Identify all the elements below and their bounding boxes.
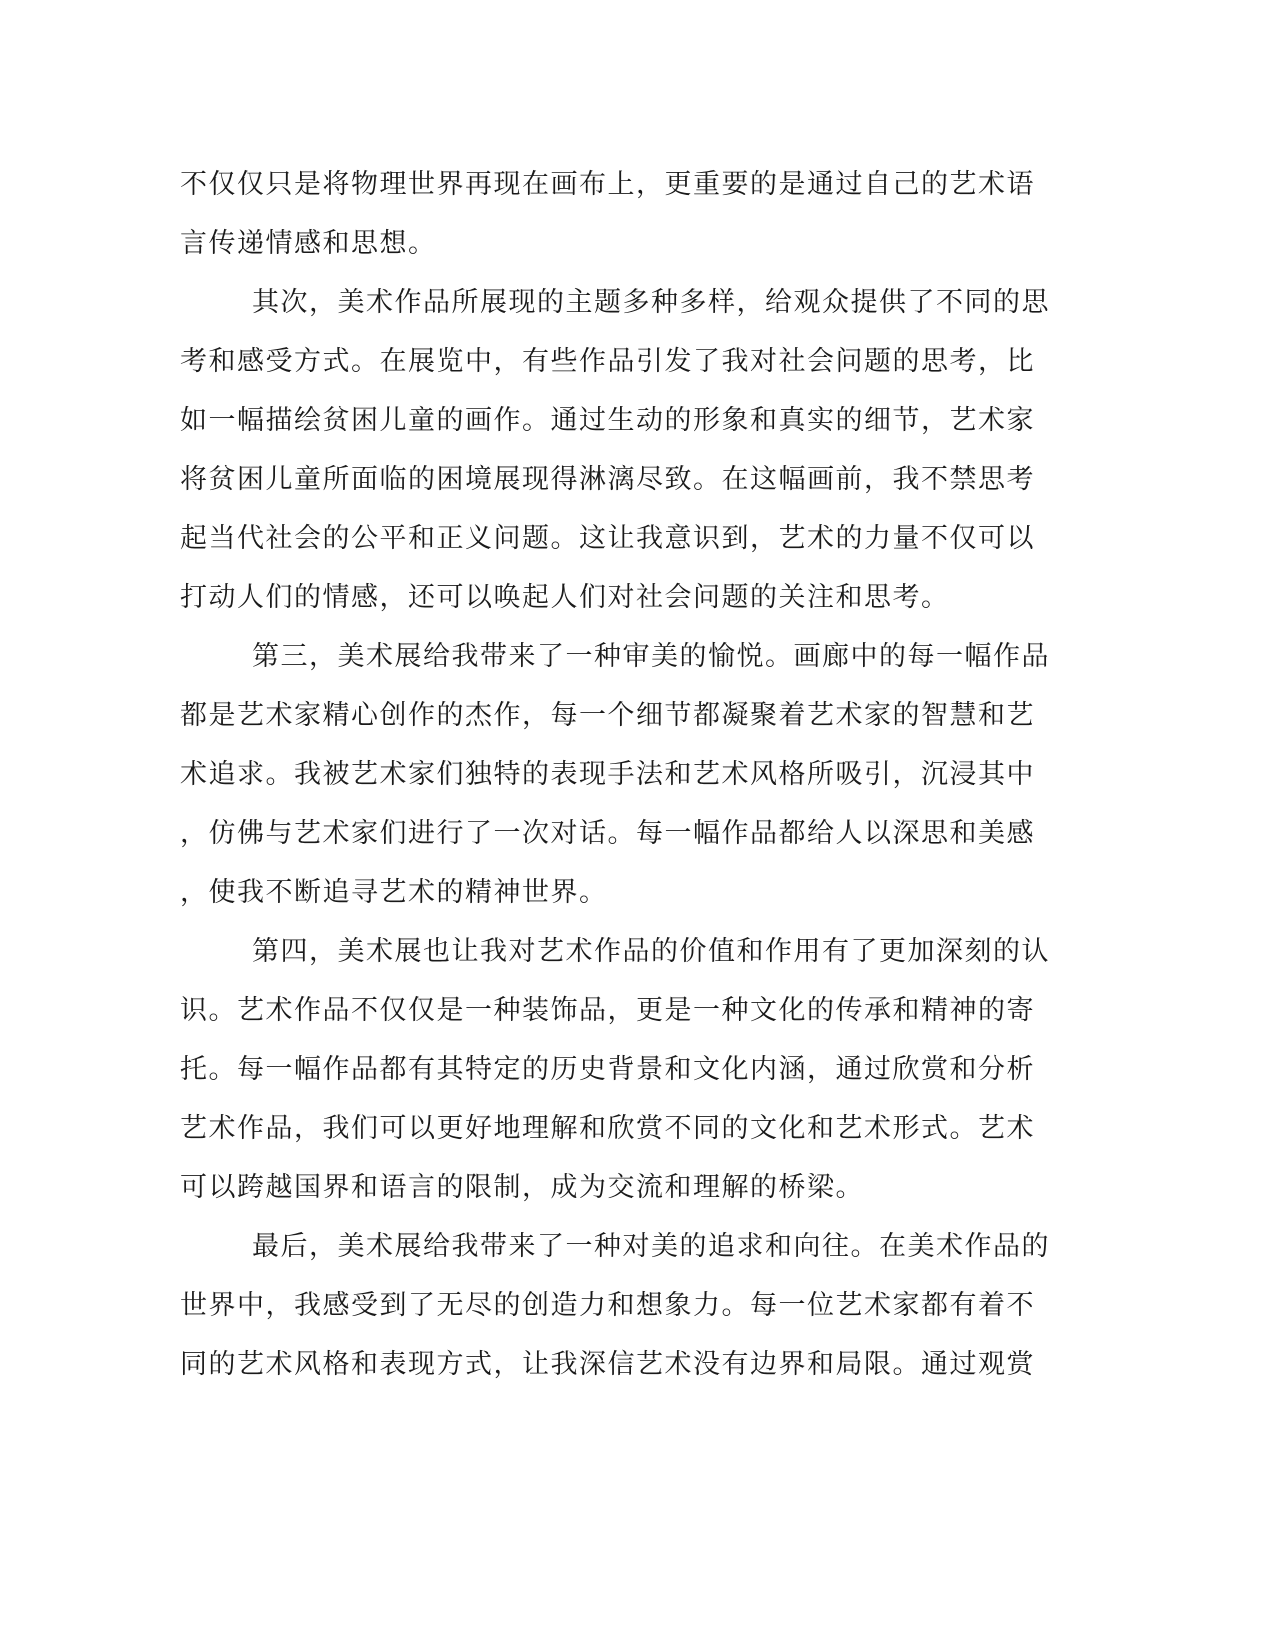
- text-line: 考和感受方式。在展览中，有些作品引发了我对社会问题的思考，比: [180, 346, 1035, 377]
- paragraph-first-line: 第四，美术展也让我对艺术作品的价值和作用有了更加深刻的认: [252, 936, 1050, 967]
- text-line: 托。每一幅作品都有其特定的历史背景和文化内涵，通过欣赏和分析: [180, 1054, 1035, 1085]
- body-text: [180, 155, 1050, 1394]
- text-line: 起当代社会的公平和正义问题。这让我意识到，艺术的力量不仅可以: [180, 523, 1035, 554]
- paragraph-first-line: 最后，美术展给我带来了一种对美的追求和向往。在美术作品的: [252, 1231, 1050, 1262]
- paragraph-first-line: 其次，美术作品所展现的主题多种多样，给观众提供了不同的思: [252, 287, 1050, 318]
- text-line: 如一幅描绘贫困儿童的画作。通过生动的形象和真实的细节，艺术家: [180, 405, 1035, 436]
- text-line: 将贫困儿童所面临的困境展现得淋漓尽致。在这幅画前，我不禁思考: [180, 464, 1035, 495]
- text-line: 不仅仅只是将物理世界再现在画布上，更重要的是通过自己的艺术语: [180, 169, 1035, 200]
- text-line: 识。艺术作品不仅仅是一种装饰品，更是一种文化的传承和精神的寄: [180, 995, 1035, 1026]
- text-line: 同的艺术风格和表现方式，让我深信艺术没有边界和局限。通过观赏: [180, 1349, 1035, 1380]
- text-line: 世界中，我感受到了无尽的创造力和想象力。每一位艺术家都有着不: [180, 1290, 1035, 1321]
- paragraph-first-line: 第三，美术展给我带来了一种审美的愉悦。画廊中的每一幅作品: [252, 641, 1050, 672]
- text-line: 言传递情感和思想。: [180, 228, 437, 259]
- text-line: 可以跨越国界和语言的限制，成为交流和理解的桥梁。: [180, 1172, 864, 1203]
- text-line: ，仿佛与艺术家们进行了一次对话。每一幅作品都给人以深思和美感: [180, 818, 1035, 849]
- text-line: 艺术作品，我们可以更好地理解和欣赏不同的文化和艺术形式。艺术: [180, 1113, 1035, 1144]
- text-line: ，使我不断追寻艺术的精神世界。: [180, 877, 608, 908]
- text-line: 都是艺术家精心创作的杰作，每一个细节都凝聚着艺术家的智慧和艺: [180, 700, 1035, 731]
- text-line: 打动人们的情感，还可以唤起人们对社会问题的关注和思考。: [180, 582, 950, 613]
- text-line: 术追求。我被艺术家们独特的表现手法和艺术风格所吸引，沉浸其中: [180, 759, 1035, 790]
